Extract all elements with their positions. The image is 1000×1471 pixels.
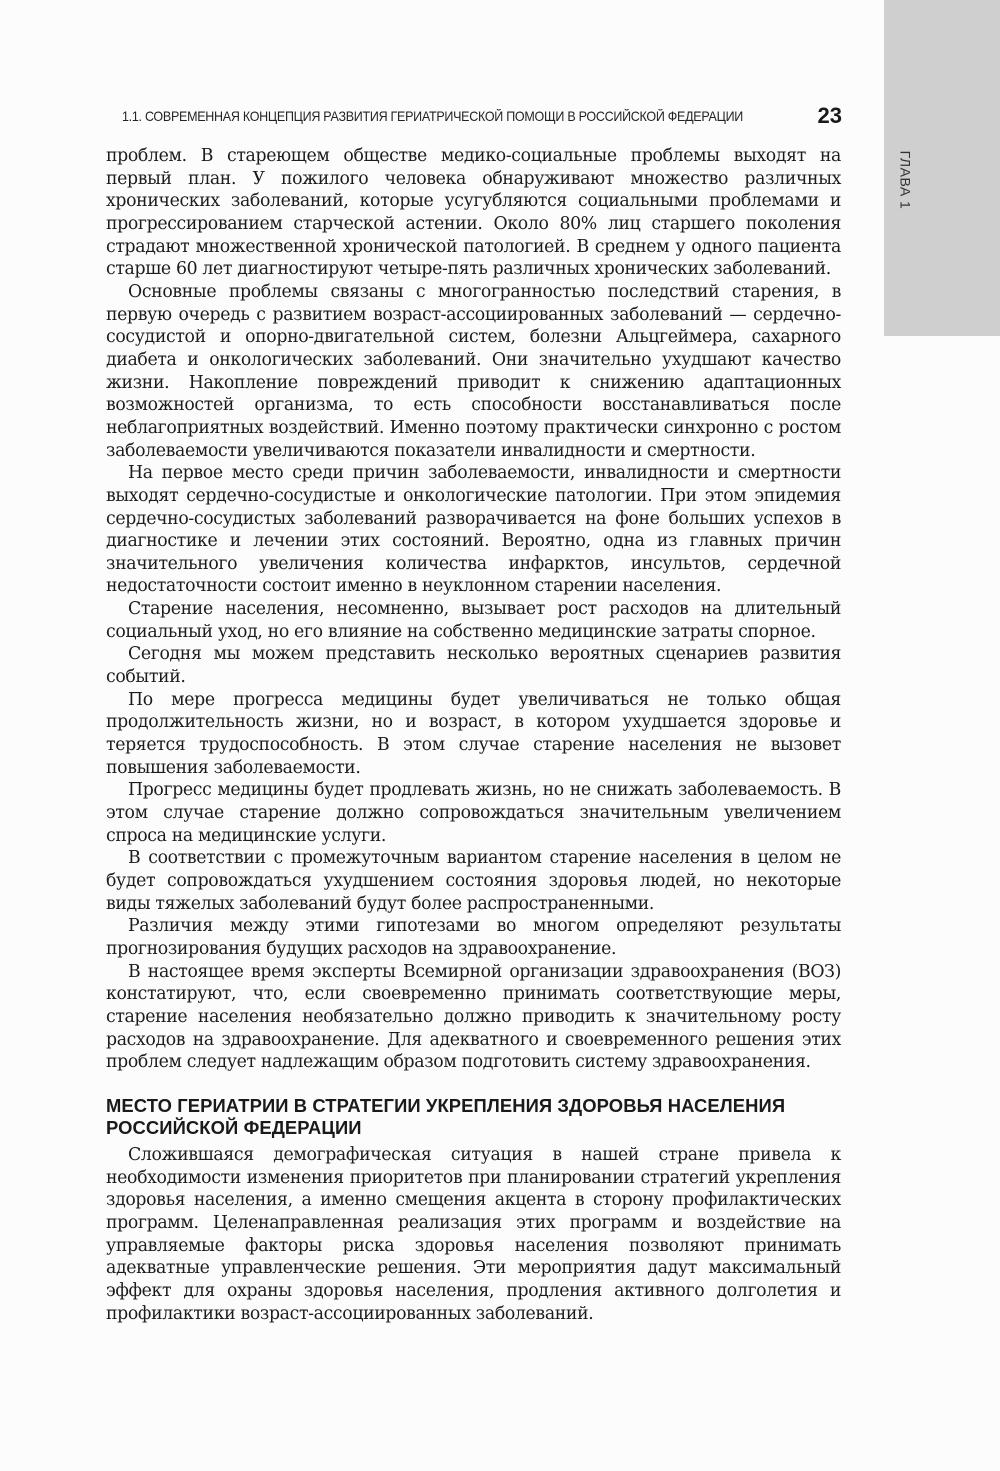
paragraph: Сегодня мы можем представить несколько вероятных сценариев развития событий. [106,644,841,688]
running-header [122,103,842,135]
paragraph: Старение населения, несомненно, вызывает рост расходов на длительный социальный уход, но его влияние на собственно медицинские затраты спорное. [106,599,841,642]
paragraph: В настоящее время эксперты Всемирной организации здравоохранения (ВОЗ) констатируют, что, если своевременно принимать соответствующие меры, старение населения необязательно должно приводить к значительному росту расходов на здравоохранение. Для адекватного и своевременного решения этих проблем следует надлежащим образом подготовить систему здравоохранения. [106,961,841,1073]
paragraph: По мере прогресса медицины будет увеличиваться не только общая продолжительность жизни, но и возраст, в котором ухудшается здоровье и теряется трудоспособность. В этом случае старение населения не вызовет повышения заболеваемости. [106,689,841,778]
page-number: 23 [817,103,842,128]
paragraph: В соответствии с промежуточным вариантом старение населения в целом не будет сопровождаться ухудшением состояния здоровья людей, но некоторые виды тяжелых заболеваний будут более распространенными. [106,848,841,914]
section-paragraph: Сложившаяся демографическая ситуация в нашей стране привела к необходимости изменения приоритетов при планировании стратегий укрепления здоровья населения, а именно смещения акцента в сторону профилактических программ. Целенаправленная реализация этих программ и воздействие на управляемые факторы риска здоровья населения позволяют принимать адекватные управленческие решения. Эти мероприятия дадут максимальный эффект для охраны здоровья населения, продления активного долголетия и профилактики возраст-ассоциированных заболеваний. [106,1144,841,1324]
body-text [106,145,841,1325]
chapter-label-text: ГЛАВА 1 [897,150,913,210]
paragraph: проблем. В стареющем обществе медико-социальные проблемы выходят на первый план. У пожилого человека обнаруживают множество различных хронических заболеваний, которые усугубляются социальными проблемами и прогрессированием старческой астении. Около 80% лиц старшего поколения страдают множественной хронической патологией. В среднем у одного пациента старше 60 лет диагностируют четыре-пять различных хронических заболеваний. [106,146,841,280]
paragraph: Различия между этими гипотезами во многом определяют результаты прогнозирования будущих расходов на здравоохранение. [106,916,841,959]
running-title: 1.1. СОВРЕМЕННАЯ КОНЦЕПЦИЯ РАЗВИТИЯ ГЕРИАТРИЧЕСКОЙ ПОМОЩИ В РОССИЙСКОЙ ФЕДЕРАЦИИ [122,109,744,124]
section-heading: МЕСТО ГЕРИАТРИИ В СТРАТЕГИИ УКРЕПЛЕНИЯ ЗДОРОВЬЯ НАСЕЛЕНИЯ РОССИЙСКОЙ ФЕДЕРАЦИИ [106,1094,786,1138]
paragraph: Прогресс медицины будет продлевать жизнь, но не снижать заболеваемость. В этом случае старение должно сопровождаться значительным увеличением спроса на медицинские услуги. [106,780,841,846]
paragraph: Основные проблемы связаны с многогранностью последствий старения, в первую очередь с развитием возраст-ассоциированных заболеваний — сердечно-сосудистой и опорно-двигательной систем, болезни Альцгеймера, сахарного диабета и онкологических заболеваний. Они значительно ухудшают качество жизни. Накопление повреждений приводит к снижению адаптационных возможностей организма, то есть способности восстанавливаться после неблагоприятных воздействий. Именно поэтому практически синхронно с ростом заболеваемости увеличиваются показатели инвалидности и смертности. [106,281,841,461]
chapter-label [887,150,923,210]
paragraph: На первое место среди причин заболеваемости, инвалидности и смертности выходят сердечно-сосудистые и онкологические патологии. При этом эпидемия сердечно-сосудистых заболеваний разворачивается на фоне больших успехов в диагностике и лечении этих состояний. Вероятно, одна из главных причин значительного увеличения количества инфарктов, инсультов, сердечной недостаточности состоит именно в неуклонном старении населения. [106,463,841,597]
